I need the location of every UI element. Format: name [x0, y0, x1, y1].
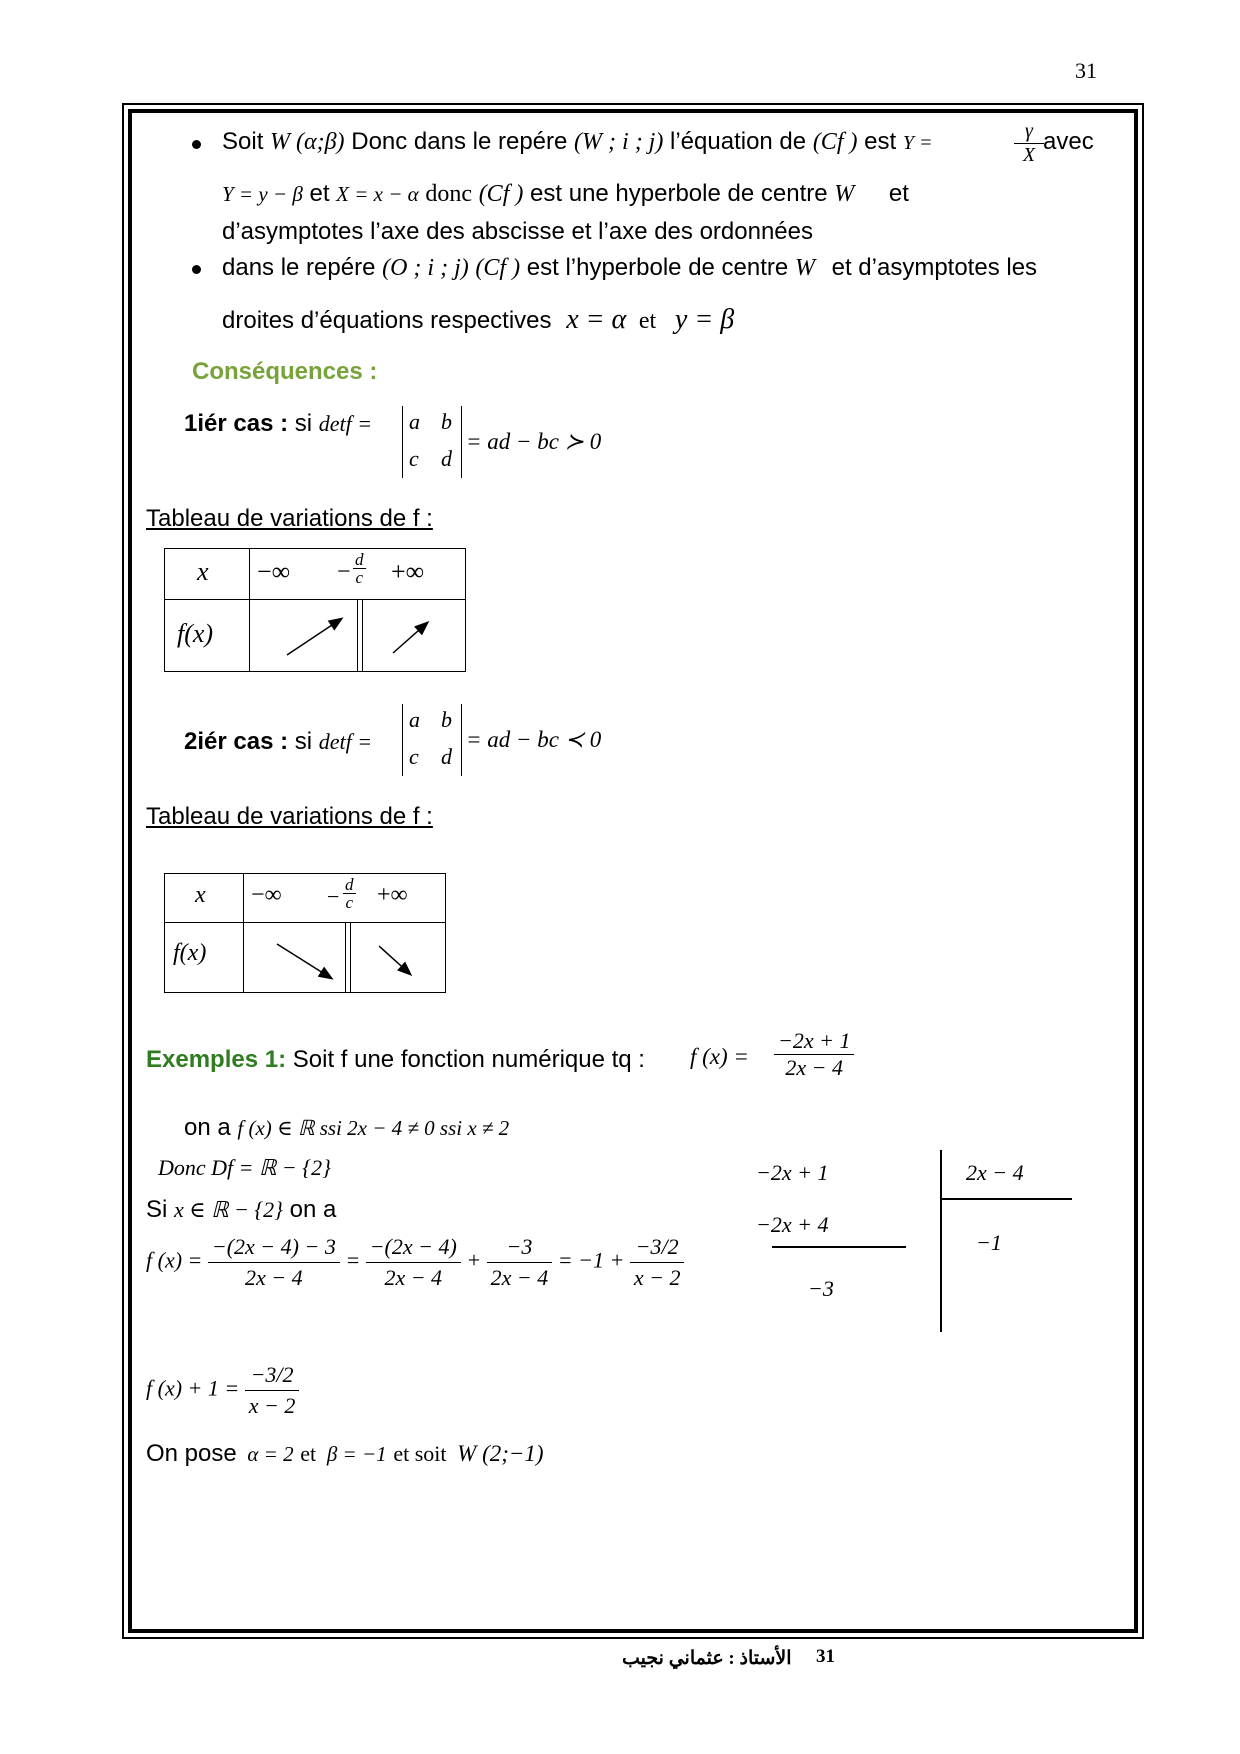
det-label: detf = [318, 729, 373, 754]
pole-denominator: c [345, 893, 354, 912]
division-divisor: 2x − 4 [966, 1160, 1024, 1185]
numerator: −(2x − 4) [366, 1232, 461, 1263]
center-w: W [794, 255, 815, 281]
curve-cf: (Cf ) [478, 181, 524, 207]
text-et-soit: et soit [393, 1441, 447, 1466]
det-a: a [409, 409, 420, 434]
text-soit: Soit [222, 128, 264, 155]
cas2-label: 2iér cas : [184, 728, 289, 755]
table-x-label: x [197, 557, 209, 586]
decreasing-arrow-left [277, 944, 331, 978]
frame-w: (W ; i ; j) [574, 129, 664, 155]
text-avec: avec [1043, 128, 1094, 155]
on-pose-line [146, 1440, 544, 1468]
denominator: x − 2 [633, 1265, 681, 1290]
text-et: et [309, 180, 330, 207]
consequences-title: Conséquences : [192, 358, 378, 385]
increasing-arrow-right [393, 623, 427, 653]
numerator: −3 [487, 1232, 553, 1263]
text-dans-repere: dans le repére [222, 254, 376, 281]
text-on-a: on a [184, 1114, 231, 1141]
text-et: et [300, 1441, 317, 1466]
cas1-line [184, 410, 372, 438]
text-equation-de: l’équation de [670, 128, 807, 155]
table-x-label: x [195, 882, 206, 908]
f-lhs: f (x) = [690, 1044, 749, 1069]
text-si: si [294, 728, 313, 755]
variation-table-1 [164, 548, 466, 672]
x-definition: X = x − α [336, 182, 419, 206]
footer-author: الأستاذ : عثماني نجيب [622, 1648, 792, 1669]
domaine: Donc Df = ℝ − {2} [158, 1155, 331, 1180]
text-hyperbole: est une hyperbole de centre [530, 180, 828, 207]
cas2-result: = ad − bc ≺ 0 [466, 727, 602, 752]
text-et: et [888, 180, 909, 207]
bullet1-asymptotes: d’asymptotes l’axe des abscisse et l’axe des ordonnées [222, 218, 813, 245]
fraction-gamma-x [1014, 120, 1044, 167]
minus-sign: − [327, 884, 340, 909]
equation-y-beta: y = β [674, 304, 735, 335]
bullet1-line2 [222, 180, 909, 208]
frame-o: (O ; i ; j) [382, 255, 469, 281]
domain-condition: f (x) ∈ ℝ ssi 2x − 4 ≠ 0 ssi x ≠ 2 [237, 1116, 510, 1140]
minus-infinity: −∞ [251, 882, 282, 908]
text-donc-repere: Donc dans le repére [351, 128, 568, 155]
cas2-line [184, 728, 372, 756]
exemple-line [146, 1046, 645, 1074]
increasing-arrow-left [287, 619, 341, 655]
y-definition: Y = y − β [222, 182, 303, 206]
calc-lhs: f (x) = [146, 1247, 203, 1273]
det-a: a [409, 707, 420, 732]
numerator: −(2x − 4) − 3 [208, 1232, 340, 1263]
curve-cf: (Cf ) [812, 129, 858, 155]
determinant-2 [402, 704, 462, 776]
curve-cf: (Cf ) [475, 255, 521, 281]
plus: + [466, 1247, 482, 1273]
cas1-label: 1iér cas : [184, 410, 289, 437]
division-subtraction-line [772, 1246, 906, 1248]
text-donc: donc [425, 181, 473, 207]
bullet-dot [192, 140, 201, 149]
text-et: et [638, 308, 657, 334]
table-fx-label: f(x) [173, 940, 207, 966]
division-divisor-line [942, 1198, 1072, 1200]
exemple-text: Soit f une fonction numérique tq : [292, 1046, 645, 1073]
plus-infinity: +∞ [377, 882, 408, 908]
numerator: −3/2 [630, 1232, 685, 1263]
text-si: Si [146, 1196, 168, 1223]
alpha-value: α = 2 [247, 1442, 294, 1466]
det-c: c [409, 744, 419, 769]
bullet2-line1 [222, 254, 1037, 282]
center-w: W [834, 181, 855, 207]
denominator: 2x − 4 [245, 1265, 303, 1290]
calc-line [146, 1232, 684, 1293]
denominator: 2x − 4 [785, 1055, 844, 1080]
division-dividend: −2x + 1 [756, 1160, 829, 1185]
decreasing-arrows [165, 874, 445, 992]
bullet-dot [192, 265, 201, 274]
point-w: W (α;β) [270, 129, 345, 155]
y-equals: Y = [902, 132, 933, 154]
table-fx-label: f(x) [177, 619, 214, 648]
cas1-result: = ad − bc ≻ 0 [466, 429, 602, 454]
exemple-label: Exemples 1: [146, 1046, 287, 1073]
point-w-value: W (2;−1) [457, 1441, 544, 1466]
det-d: d [441, 744, 452, 769]
ona-line [184, 1114, 509, 1142]
numerator: −2x + 1 [774, 1028, 854, 1055]
page-number-top: 31 [1075, 58, 1097, 83]
division-quotient: −1 [976, 1230, 1002, 1255]
calc2-line [146, 1360, 299, 1421]
calc2-lhs: f (x) + 1 = [146, 1375, 240, 1401]
det-b: b [441, 707, 452, 732]
beta-value: β = −1 [326, 1442, 387, 1466]
bullet2-line2 [222, 304, 734, 336]
tableau-title-1: Tableau de variations de f : [146, 505, 433, 532]
det-label: detf = [318, 411, 373, 436]
decreasing-arrow-right [379, 946, 410, 974]
text-si: si [294, 410, 313, 437]
text-asymptotes: et d’asymptotes les [831, 254, 1038, 281]
denominator: x − 2 [248, 1393, 296, 1418]
plus-infinity: +∞ [391, 557, 425, 586]
text-hyperbole: est l’hyperbole de centre [526, 254, 789, 281]
division-remainder: −3 [808, 1276, 834, 1301]
denominator: 2x − 4 [490, 1265, 549, 1290]
text-est: est [864, 128, 897, 155]
division-subtrahend: −2x + 4 [756, 1212, 829, 1237]
bullet1-line1 [222, 128, 932, 156]
numerator-gamma: γ [1014, 120, 1044, 144]
pole-numerator: d [355, 550, 364, 569]
denominator: 2x − 4 [384, 1265, 443, 1290]
pole-numerator: d [345, 875, 354, 894]
text-droites: droites d’équations respectives [222, 307, 552, 334]
variation-table-2 [164, 873, 446, 993]
minus-infinity: −∞ [257, 557, 291, 586]
equation-x-alpha: x = α [566, 304, 627, 335]
pole-denominator: c [355, 568, 364, 587]
denominator-x: X [1022, 144, 1036, 166]
x-condition: x ∈ ℝ − {2} [174, 1197, 283, 1222]
det-d: d [441, 446, 452, 471]
det-b: b [441, 409, 452, 434]
si-line [146, 1196, 336, 1224]
numerator: −3/2 [245, 1360, 300, 1391]
footer-page-number: 31 [816, 1646, 835, 1667]
division-vertical-bar [940, 1150, 942, 1332]
minus-sign: − [337, 559, 351, 585]
equals: = [345, 1247, 361, 1273]
det-c: c [409, 446, 419, 471]
text-on-pose: On pose [146, 1440, 237, 1467]
fraction-f-expression [774, 1028, 854, 1081]
determinant-1 [402, 406, 462, 478]
text-on-a: on a [289, 1196, 337, 1223]
equals-minus-one-plus: = −1 + [557, 1247, 625, 1273]
increasing-arrows [165, 549, 465, 671]
tableau-title-2: Tableau de variations de f : [146, 803, 433, 830]
